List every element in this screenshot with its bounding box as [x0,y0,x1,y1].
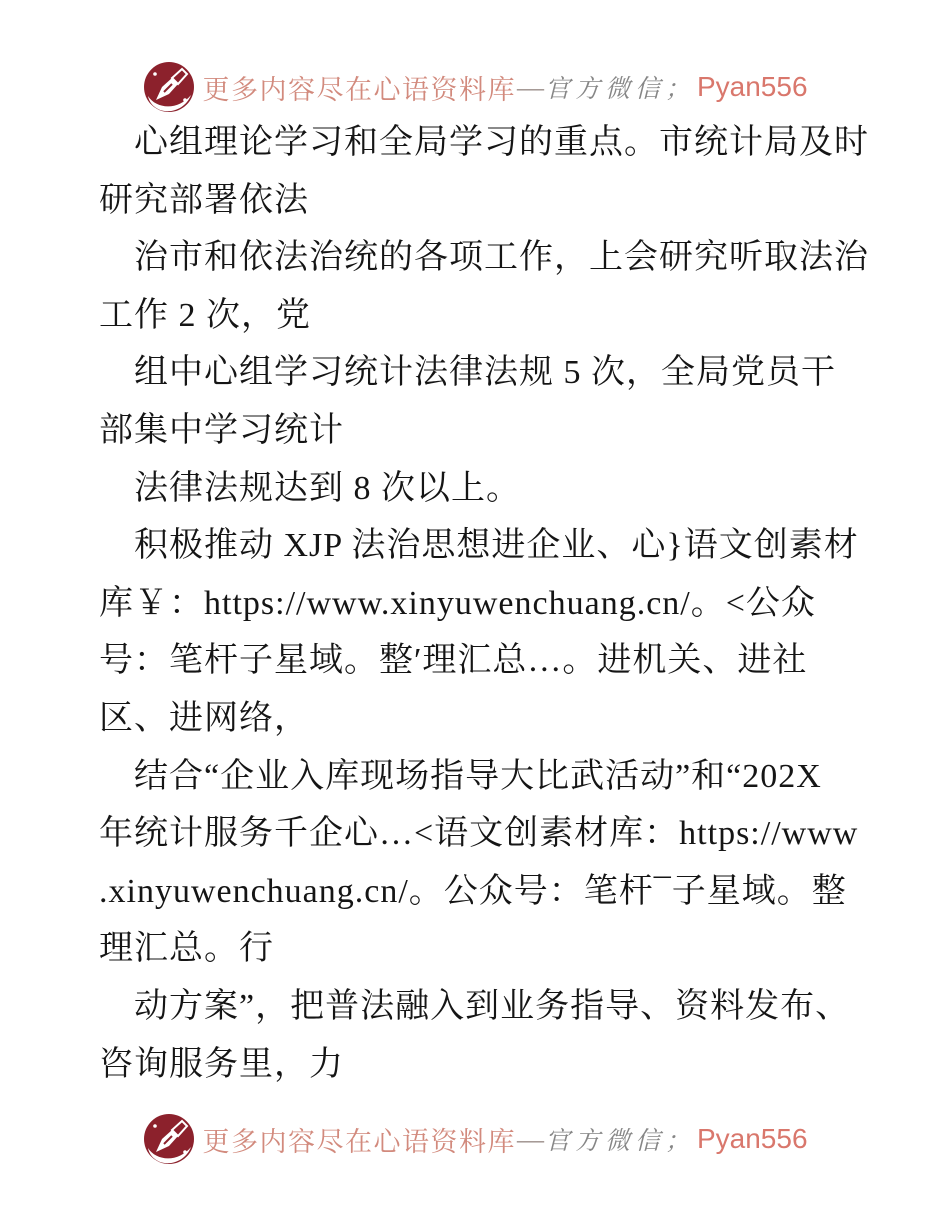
text-line: 部集中学习统计 [99,411,344,449]
text-line: .xinyuwenchuang.cn/。公众号：笔杆¯子星域。整 [99,872,847,910]
watermark-dash: — [516,1123,544,1154]
text-line: 工作 2 次，党 [99,296,311,334]
text-line: 积极推动 XJP 法治思想进企业、心}语文创素材 [134,527,859,565]
header-watermark [0,60,950,114]
text-line: 库￥：https://www.xinyuwenchuang.cn/。<公众 [99,584,816,622]
watermark-wechat-label: 官方微信； [544,1128,695,1155]
footer-watermark [0,1112,950,1166]
text-line: 号：笔杆子星域。整′理汇总…。进机关、进社 [99,642,808,680]
text-line: 研究部署依法 [99,181,309,219]
text-line: 治市和依法治统的各项工作，上会研究听取法治 [134,239,869,277]
text-line: 心组理论学习和全局学习的重点。市统计局及时 [134,124,869,161]
watermark-wechat-id: Pyan556 [696,1123,808,1154]
text-line: 结合“企业入库现场指导大比武活动”和“202X [134,757,822,795]
text-line: 理汇总。行 [99,930,274,968]
text-line: 组中心组学习统计法律法规 5 次，全局党员干 [134,354,836,392]
watermark-dash: — [516,71,544,102]
document-body [99,114,869,1093]
text-line: 区、进网络， [99,699,309,737]
watermark-wechat-label: 官方微信； [544,76,695,103]
watermark-wechat-id: Pyan556 [696,71,808,102]
pen-swirl-logo-icon [142,60,196,114]
watermark-site-text: 更多内容尽在心语资料库 [202,74,516,105]
text-line: 年统计服务千企心…<语文创素材库：https://www [99,815,859,853]
pen-swirl-logo-icon [142,1112,196,1166]
watermark-site-text: 更多内容尽在心语资料库 [202,1126,516,1157]
text-line: 法律法规达到 8 次以上。 [134,469,521,507]
text-line: 动方案”，把普法融入到业务指导、资料发布、 [134,987,851,1025]
text-line: 咨询服务里，力 [99,1045,344,1083]
